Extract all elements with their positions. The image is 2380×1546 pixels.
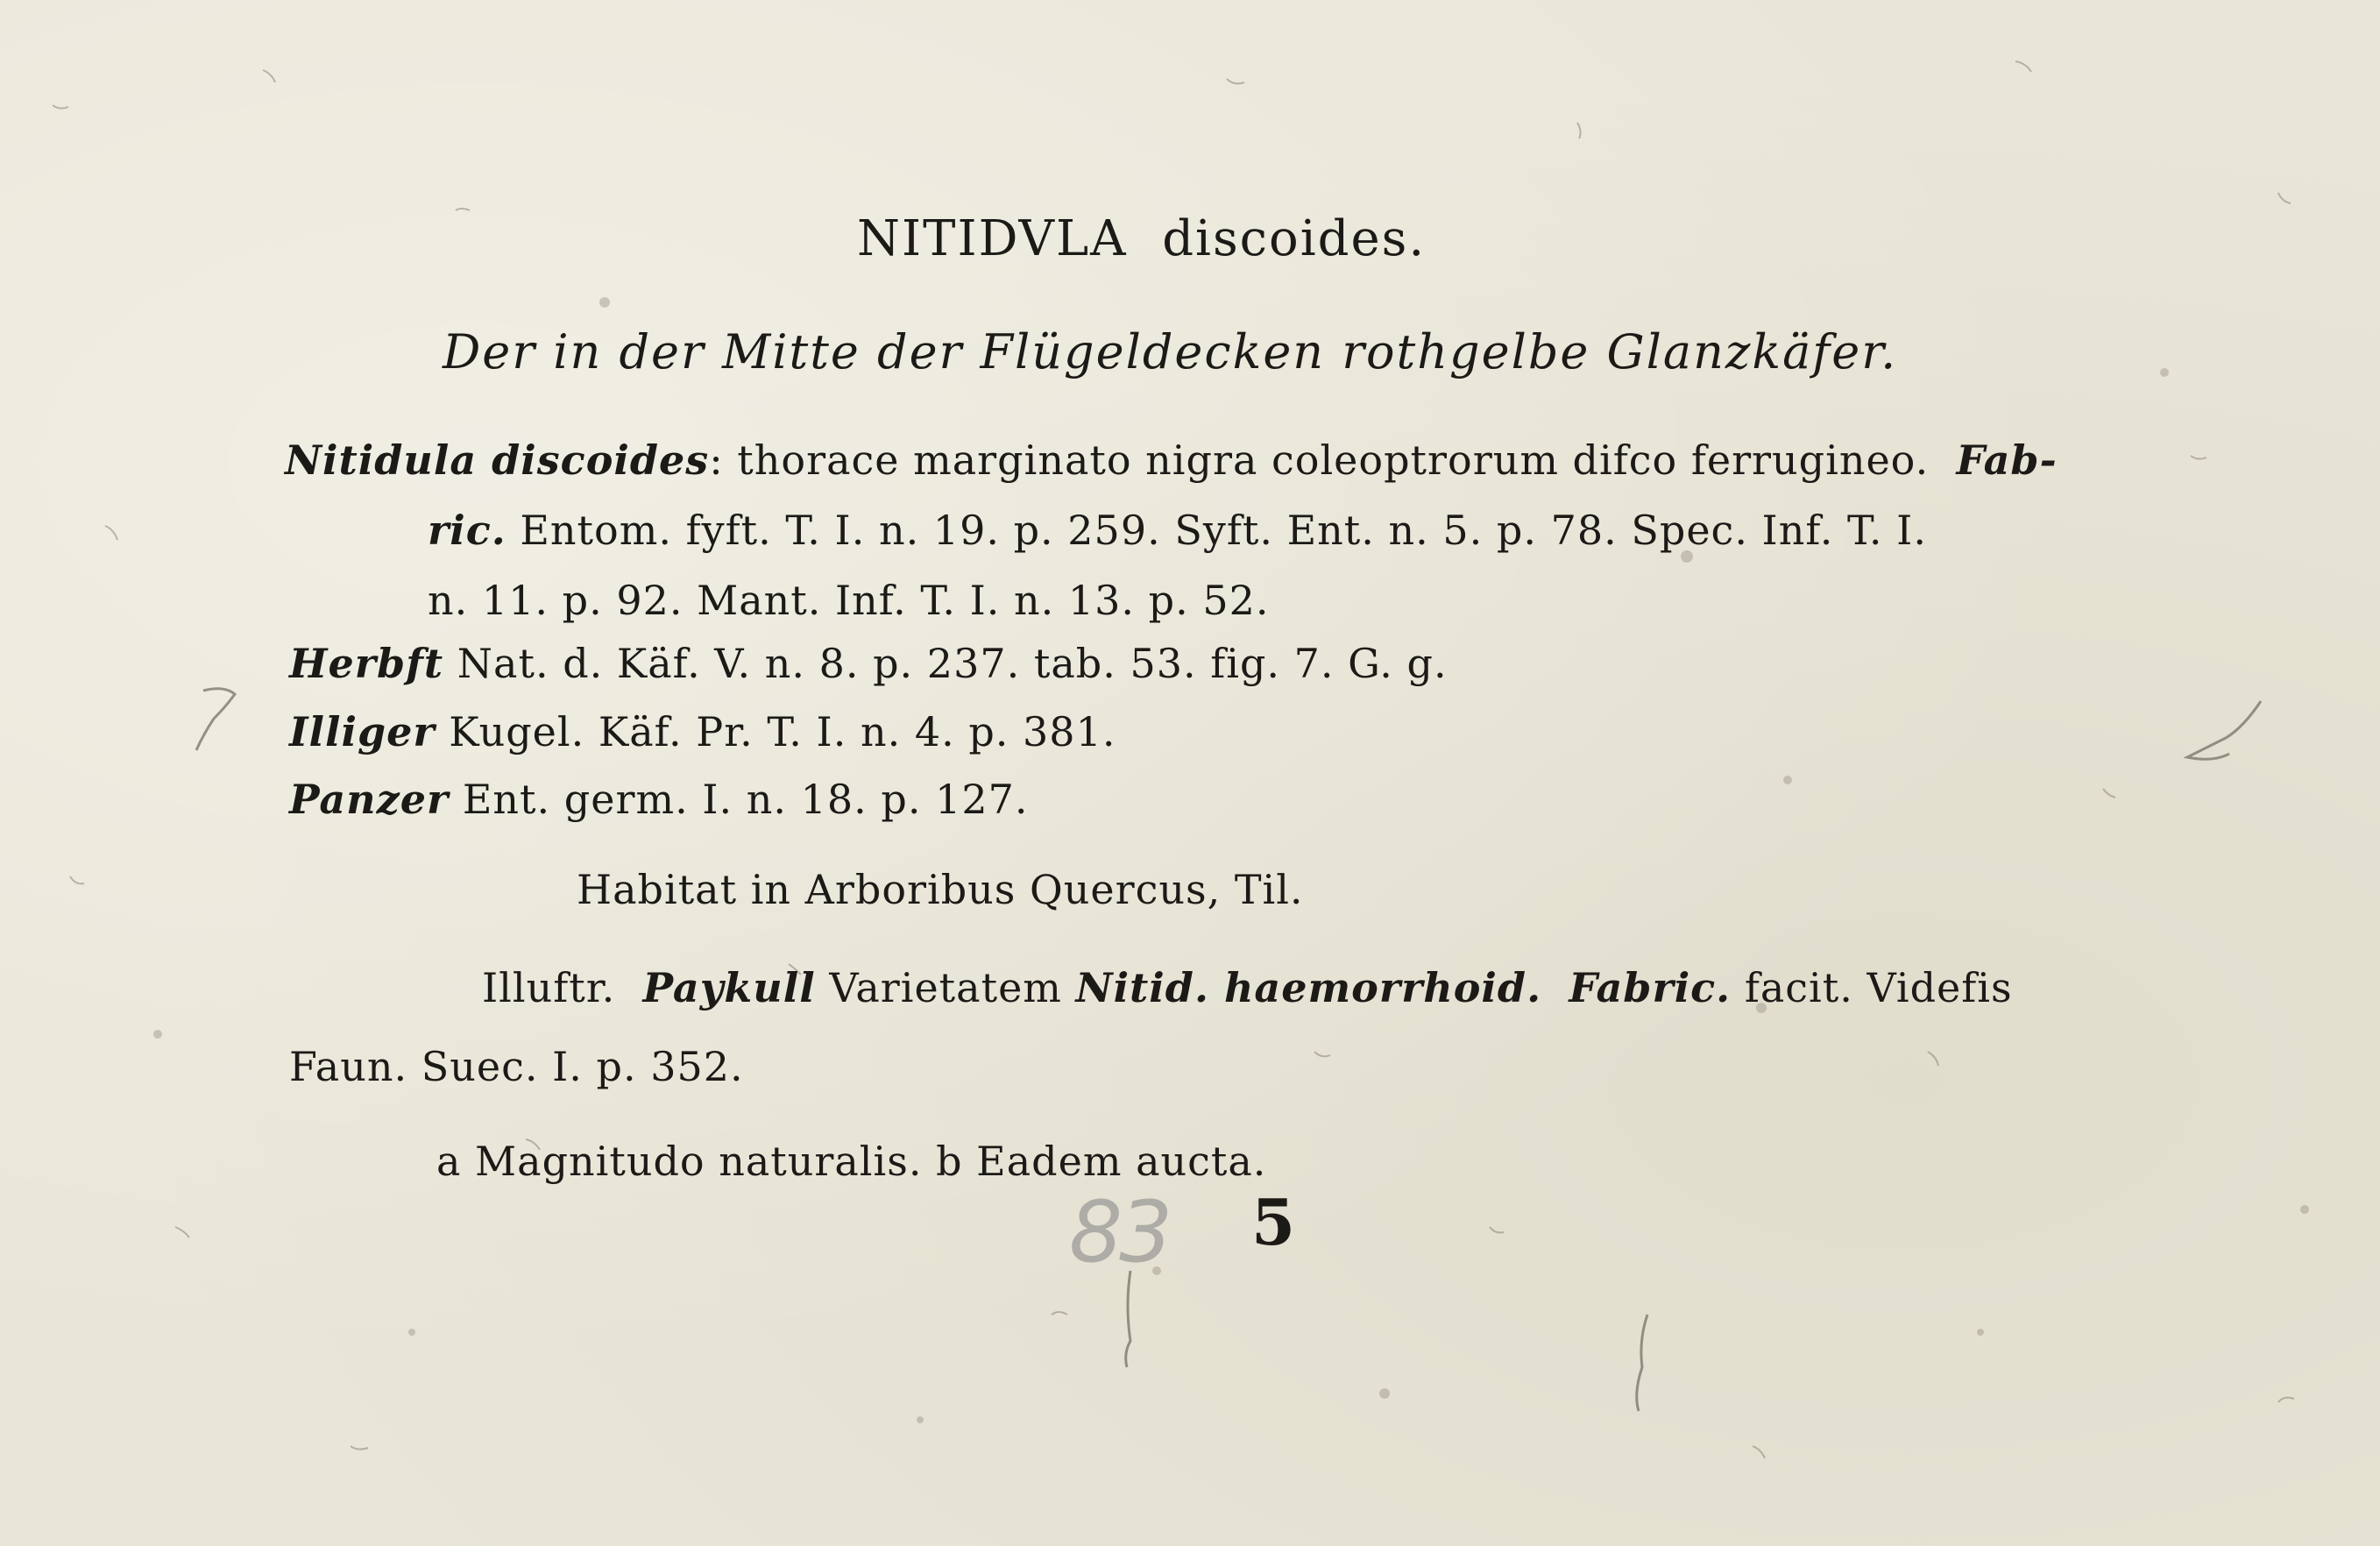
reference-line-3 [428, 577, 1270, 624]
reference-text: n. 11. p. 92. Mant. Inf. T. I. n. 13. p. 52. [428, 577, 1270, 624]
illustration-note-cont: Faun. Suec. I. p. 352. [289, 1043, 744, 1090]
reference-author: Illiger [289, 708, 436, 755]
reference-text: Ent. germ. I. n. 18. p. 127. [449, 776, 1029, 823]
reference-line-herbst [289, 640, 1448, 687]
reference-author: Herbft [289, 640, 444, 687]
reference-line-illiger [289, 708, 1116, 755]
reference-text: Entom. fyft. T. I. n. 19. p. 259. Syft. Ent. n. 5. p. 78. Spec. Inf. T. I. [506, 507, 1927, 554]
illustration-note [482, 964, 2013, 1011]
magnitude-note: a Magnitudo naturalis. b Eadem aucta. [436, 1138, 1267, 1185]
reference-author: Fab- [1956, 436, 2058, 484]
reference-text: Nat. d. Käf. V. n. 8. p. 237. tab. 53. fig. 7. G. g. [443, 640, 1448, 687]
genus-name: NITIDVLA [857, 210, 1128, 267]
illustr-species: Nitid. haemorrhoid. [1075, 964, 1542, 1011]
german-subtitle: Der in der Mitte der Flügeldecken rothgelbe Glanzkäfer. [443, 324, 1898, 379]
reference-name: Nitidula discoides [285, 436, 710, 484]
reference-author: ric. [428, 507, 506, 554]
pencil-number: 83 [1069, 1183, 1170, 1281]
reference-author: Panzer [289, 776, 450, 823]
illustr-author-fabric: Fabric. [1569, 964, 1732, 1011]
reference-line-panzer [289, 776, 1029, 823]
illustr-lead: Illuftr. [482, 964, 616, 1011]
reference-line-2 [428, 507, 1927, 554]
reference-text: Kugel. Käf. Pr. T. I. n. 4. p. 381. [435, 708, 1116, 755]
page-number: 5 [1251, 1185, 1296, 1259]
illustr-author: Paykull [642, 964, 816, 1011]
reference-text: thorace marginato nigra coleoptrorum difco ferrugineo. [723, 436, 1930, 484]
illustr-tail: facit. Videfis [1731, 964, 2013, 1011]
habitat-line: Habitat in Arboribus Quercus, Til. [577, 866, 1304, 913]
species-name: discoides. [1162, 210, 1427, 267]
illustr-mid: Varietatem [815, 964, 1076, 1011]
reference-colon: : [709, 436, 724, 484]
reference-line-1 [285, 436, 2058, 484]
species-title [857, 210, 1426, 267]
